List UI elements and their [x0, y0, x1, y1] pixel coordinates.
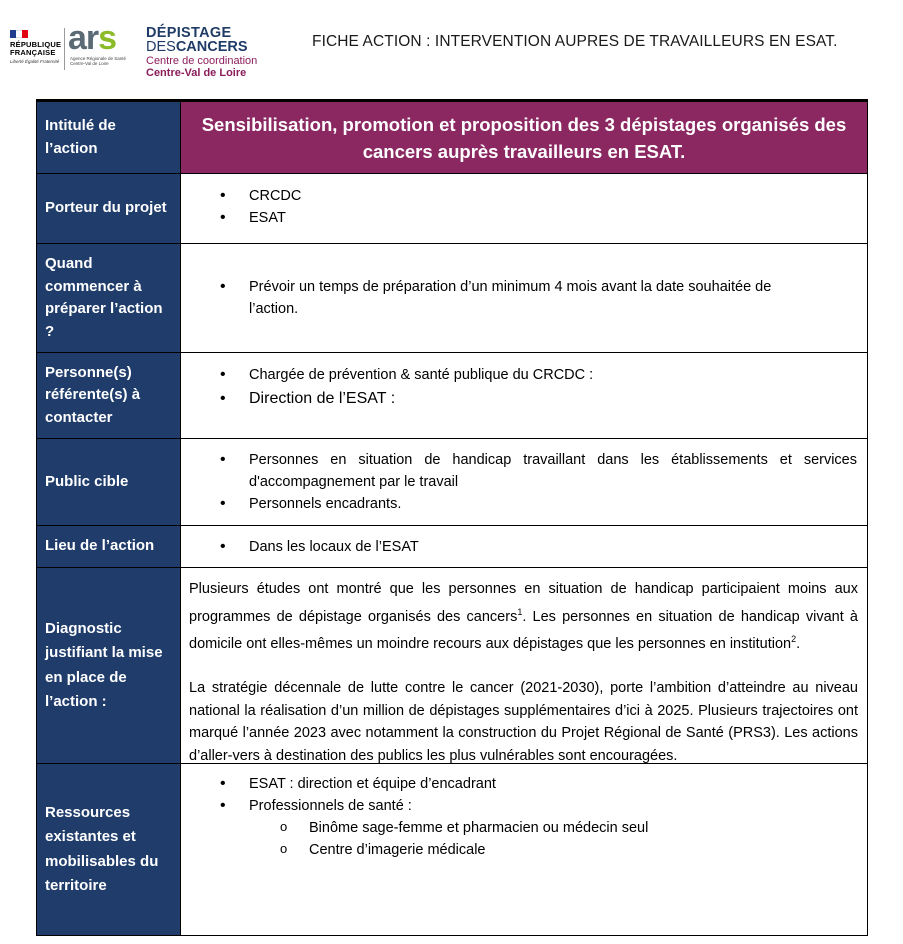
rf-line1: RÉPUBLIQUE: [10, 40, 62, 49]
row-ressources: [37, 764, 867, 935]
sub-list-item: o Centre d’imagerie médicale: [181, 839, 867, 861]
ars-wordmark: ars: [68, 19, 117, 57]
row-content: [181, 526, 867, 567]
list-item: • ESAT: [181, 207, 867, 229]
row-label: Lieu de l’action: [37, 526, 181, 567]
row-lieu: [37, 526, 867, 568]
document-title: FICHE ACTION : INTERVENTION AUPRES DE TRAVAILLEURS EN ESAT.: [312, 33, 838, 50]
row-label: Quand commencer à préparer l’action ?: [37, 244, 181, 352]
row-personnes: [37, 353, 867, 439]
row-label: Intitulé de l’action: [37, 102, 181, 173]
action-table: [36, 99, 868, 936]
list-item: • Chargée de prévention & santé publique du CRCDC :: [181, 364, 867, 386]
list-item: • Personnes en situation de handicap travaillant dans les établissements et services d'accompagnement par le travail: [181, 449, 857, 493]
logo-divider: [64, 28, 65, 70]
row-content: [181, 174, 867, 243]
row-content: [181, 353, 867, 438]
row-label: Diagnostic justifiant la mise en place de l’action :: [37, 568, 181, 763]
row-label: Porteur du projet: [37, 174, 181, 243]
row-label: Ressources existantes et mobilisables du territoire: [37, 764, 181, 935]
list-item: • Dans les locaux de l’ESAT: [181, 536, 419, 558]
list-item: • CRCDC: [181, 185, 867, 207]
row-public: [37, 439, 867, 526]
list-item: • ESAT : direction et équipe d’encadrant: [181, 773, 867, 795]
diagnostic-paragraph-2: La stratégie décennale de lutte contre le cancer (2021-2030), porte l’ambition d’atteindre au niveau national la réalisation d’un million de dépistages supplémentaires d’ici à 2025. Plusieurs trajectoires ont marqué l’année 2023 avec notamment la construction du Projet Régional de Santé (PRS3). Les actions d’aller-vers à destination des publics les plus vulnérables sont encouragées.: [189, 680, 858, 764]
sub-list-item: o Binôme sage-femme et pharmacien ou médecin seul: [181, 817, 867, 839]
row-intitule: [37, 102, 867, 174]
diagnostic-paragraph-1: Plusieurs études ont montré que les personnes en situation de handicap participaient moins aux programmes de dépistage organisés des cancers$^1$. Les personnes en situation de handicap vivant à domicile ont elles-mêmes un moindre recours aux dépistages que les personnes en institution$^2$.: [189, 581, 858, 652]
action-title: Sensibilisation, promotion et proposition des 3 dépistages organisés des cancers auprès travailleurs en ESAT.: [181, 102, 867, 173]
french-flag-icon: [10, 30, 28, 38]
row-content: [181, 439, 867, 525]
republique-francaise-logo: [10, 30, 65, 64]
ars-tagline: Agence Régionale de Santé Centre-Val de Loire: [70, 56, 127, 66]
list-item: • Professionnels de santé :: [181, 795, 867, 817]
page-header: [0, 0, 903, 90]
list-item: • Personnels encadrants.: [181, 493, 857, 515]
dep-line3: Centre de coordination: [146, 55, 258, 67]
row-quand: [37, 244, 867, 353]
dep-line1: DÉPISTAGE: [146, 25, 232, 41]
row-label: Public cible: [37, 439, 181, 525]
list-item: • Prévoir un temps de préparation d’un minimum 4 mois avant la date souhaitée de l’action.: [181, 276, 817, 320]
ars-logo: [68, 18, 138, 73]
list-item: • Direction de l’ESAT :: [181, 386, 867, 411]
depistage-cancers-logo: [146, 26, 306, 79]
row-content: [181, 568, 867, 763]
row-label: Personne(s) référente(s) à contacter: [37, 353, 181, 438]
row-content: [181, 244, 867, 352]
rf-line2: FRANÇAISE: [10, 48, 56, 57]
dep-line4: Centre-Val de Loire: [146, 67, 247, 79]
row-diagnostic: [37, 568, 867, 764]
dep-line2: DESCANCERS: [146, 39, 248, 55]
row-content: [181, 764, 867, 935]
row-porteur: [37, 174, 867, 244]
rf-motto: Liberté Égalité Fraternité: [10, 59, 60, 64]
